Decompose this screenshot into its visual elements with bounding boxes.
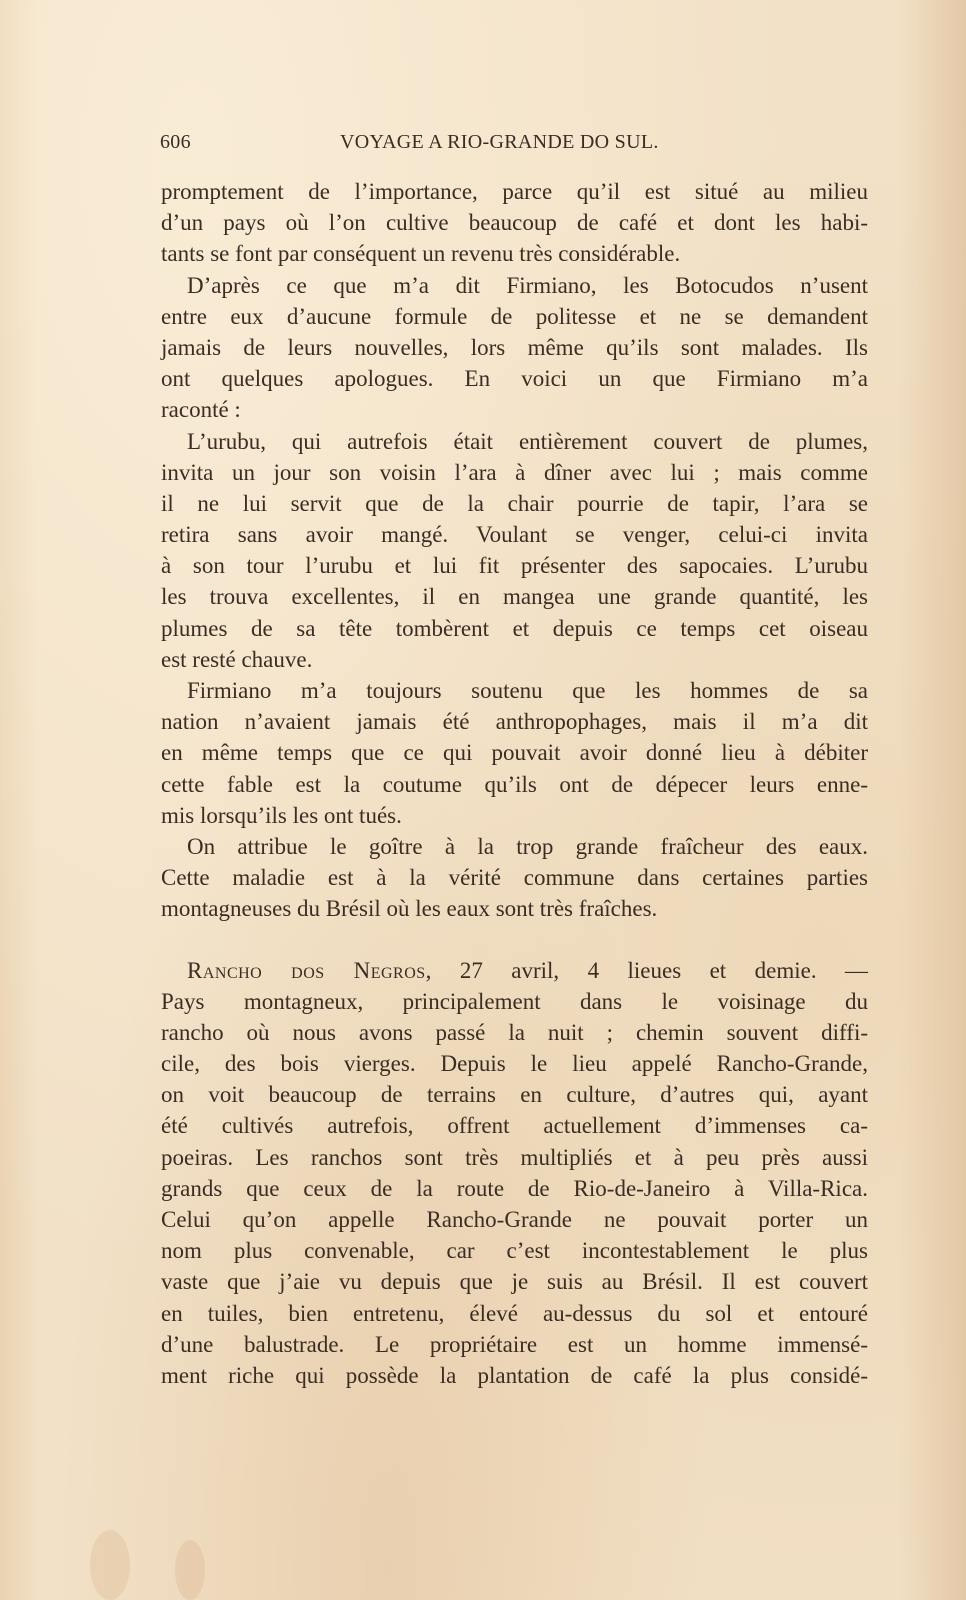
paragraph bbox=[161, 831, 868, 925]
text-line: Firmiano m’a toujours soutenu que les hommes de sa bbox=[187, 678, 868, 703]
paragraph bbox=[161, 270, 868, 426]
text-line: invita un jour son voisin l’ara à dîner avec lui ; mais comme bbox=[161, 459, 868, 485]
paragraph bbox=[161, 675, 868, 831]
text-line: en même temps que ce qui pouvait avoir donné lieu à débiter bbox=[161, 740, 868, 766]
text-line: il ne lui servit que de la chair pourrie de tapir, l’ara se bbox=[161, 490, 868, 516]
running-header bbox=[160, 131, 866, 161]
text-line: retira sans avoir mangé. Voulant se venger, celui-ci invita bbox=[161, 522, 868, 548]
text-line: montagneuses du Brésil où les eaux sont très fraîches. bbox=[161, 896, 658, 922]
text-line: été cultivés autrefois, offrent actuellement d’immenses ca- bbox=[161, 1113, 868, 1139]
text-line: cette fable est la coutume qu’ils ont de dépecer leurs enne- bbox=[161, 771, 868, 797]
text-line: cile, des bois vierges. Depuis le lieu appelé Rancho-Grande, bbox=[161, 1051, 868, 1077]
place-name: Rancho dos Negros bbox=[187, 957, 426, 983]
text-line: on voit beaucoup de terrains en culture, d’autres qui, ayant bbox=[161, 1082, 868, 1108]
text-line: plumes de sa tête tombèrent et depuis ce temps cet oiseau bbox=[161, 615, 868, 641]
text-line: promptement de l’importance, parce qu’il est situé au milieu bbox=[161, 179, 868, 204]
text-line: L’urubu, qui autrefois était entièrement couvert de plumes, bbox=[187, 428, 868, 454]
text-line: à son tour l’urubu et lui fit présenter des sapocaies. L’urubu bbox=[161, 553, 868, 579]
text-line: d’un pays où l’on cultive beaucoup de café et dont les habi- bbox=[161, 210, 868, 236]
text-line: Pays montagneux, principalement dans le voisinage du bbox=[161, 988, 868, 1014]
body-text bbox=[161, 176, 868, 1391]
paragraph bbox=[161, 176, 868, 270]
running-title: VOYAGE A RIO-GRANDE DO SUL. bbox=[340, 131, 659, 153]
text-line: en tuiles, bien entretenu, élevé au-dessus du sol et entouré bbox=[161, 1300, 868, 1326]
section-gap bbox=[161, 925, 868, 955]
journal-entry bbox=[161, 955, 868, 1392]
paragraph bbox=[161, 426, 868, 676]
text-line: rancho où nous avons passé la nuit ; chemin souvent diffi- bbox=[161, 1019, 868, 1045]
text-line: est resté chauve. bbox=[161, 646, 313, 672]
entry-heading-line bbox=[161, 955, 868, 986]
text-line: ment riche qui possède la plantation de café la plus considé- bbox=[161, 1362, 868, 1388]
text-line: poeiras. Les ranchos sont très multipliés et à peu près aussi bbox=[161, 1144, 868, 1170]
text-line: d’une balustrade. Le propriétaire est un homme immensé- bbox=[161, 1331, 868, 1357]
paper-stain bbox=[175, 1540, 205, 1600]
paper-stain bbox=[90, 1530, 130, 1600]
text-line: vaste que j’aie vu depuis que je suis au Brésil. Il est couvert bbox=[161, 1269, 868, 1295]
text-line: entre eux d’aucune formule de politesse et ne se demandent bbox=[161, 303, 868, 329]
text-line: les trouva excellentes, il en mangea une grande quantité, les bbox=[161, 584, 868, 610]
text-line: jamais de leurs nouvelles, lors même qu’ils sont malades. Ils bbox=[161, 334, 868, 360]
text-line: mis lorsqu’ils les ont tués. bbox=[161, 802, 402, 828]
text-line: raconté : bbox=[161, 397, 241, 423]
text-line: tants se font par conséquent un revenu très considérable. bbox=[161, 241, 681, 267]
text-line: grands que ceux de la route de Rio-de-Janeiro à Villa-Rica. bbox=[161, 1175, 868, 1201]
text-line: Celui qu’on appelle Rancho-Grande ne pouvait porter un bbox=[161, 1207, 868, 1232]
text-line: nation n’avaient jamais été anthropophages, mais il m’a dit bbox=[161, 709, 868, 735]
text-line: nom plus convenable, car c’est incontestablement le plus bbox=[161, 1238, 868, 1264]
page-number: 606 bbox=[160, 131, 191, 153]
text-line: On attribue le goître à la trop grande fraîcheur des eaux. bbox=[187, 833, 868, 859]
text-line: ont quelques apologues. En voici un que Firmiano m’a bbox=[161, 366, 868, 392]
text-line: Cette maladie est à la vérité commune dans certaines parties bbox=[161, 865, 868, 891]
entry-date-distance: , 27 avril, 4 lieues et demie. — bbox=[425, 957, 869, 983]
text-line: D’après ce que m’a dit Firmiano, les Botocudos n’usent bbox=[187, 272, 868, 298]
